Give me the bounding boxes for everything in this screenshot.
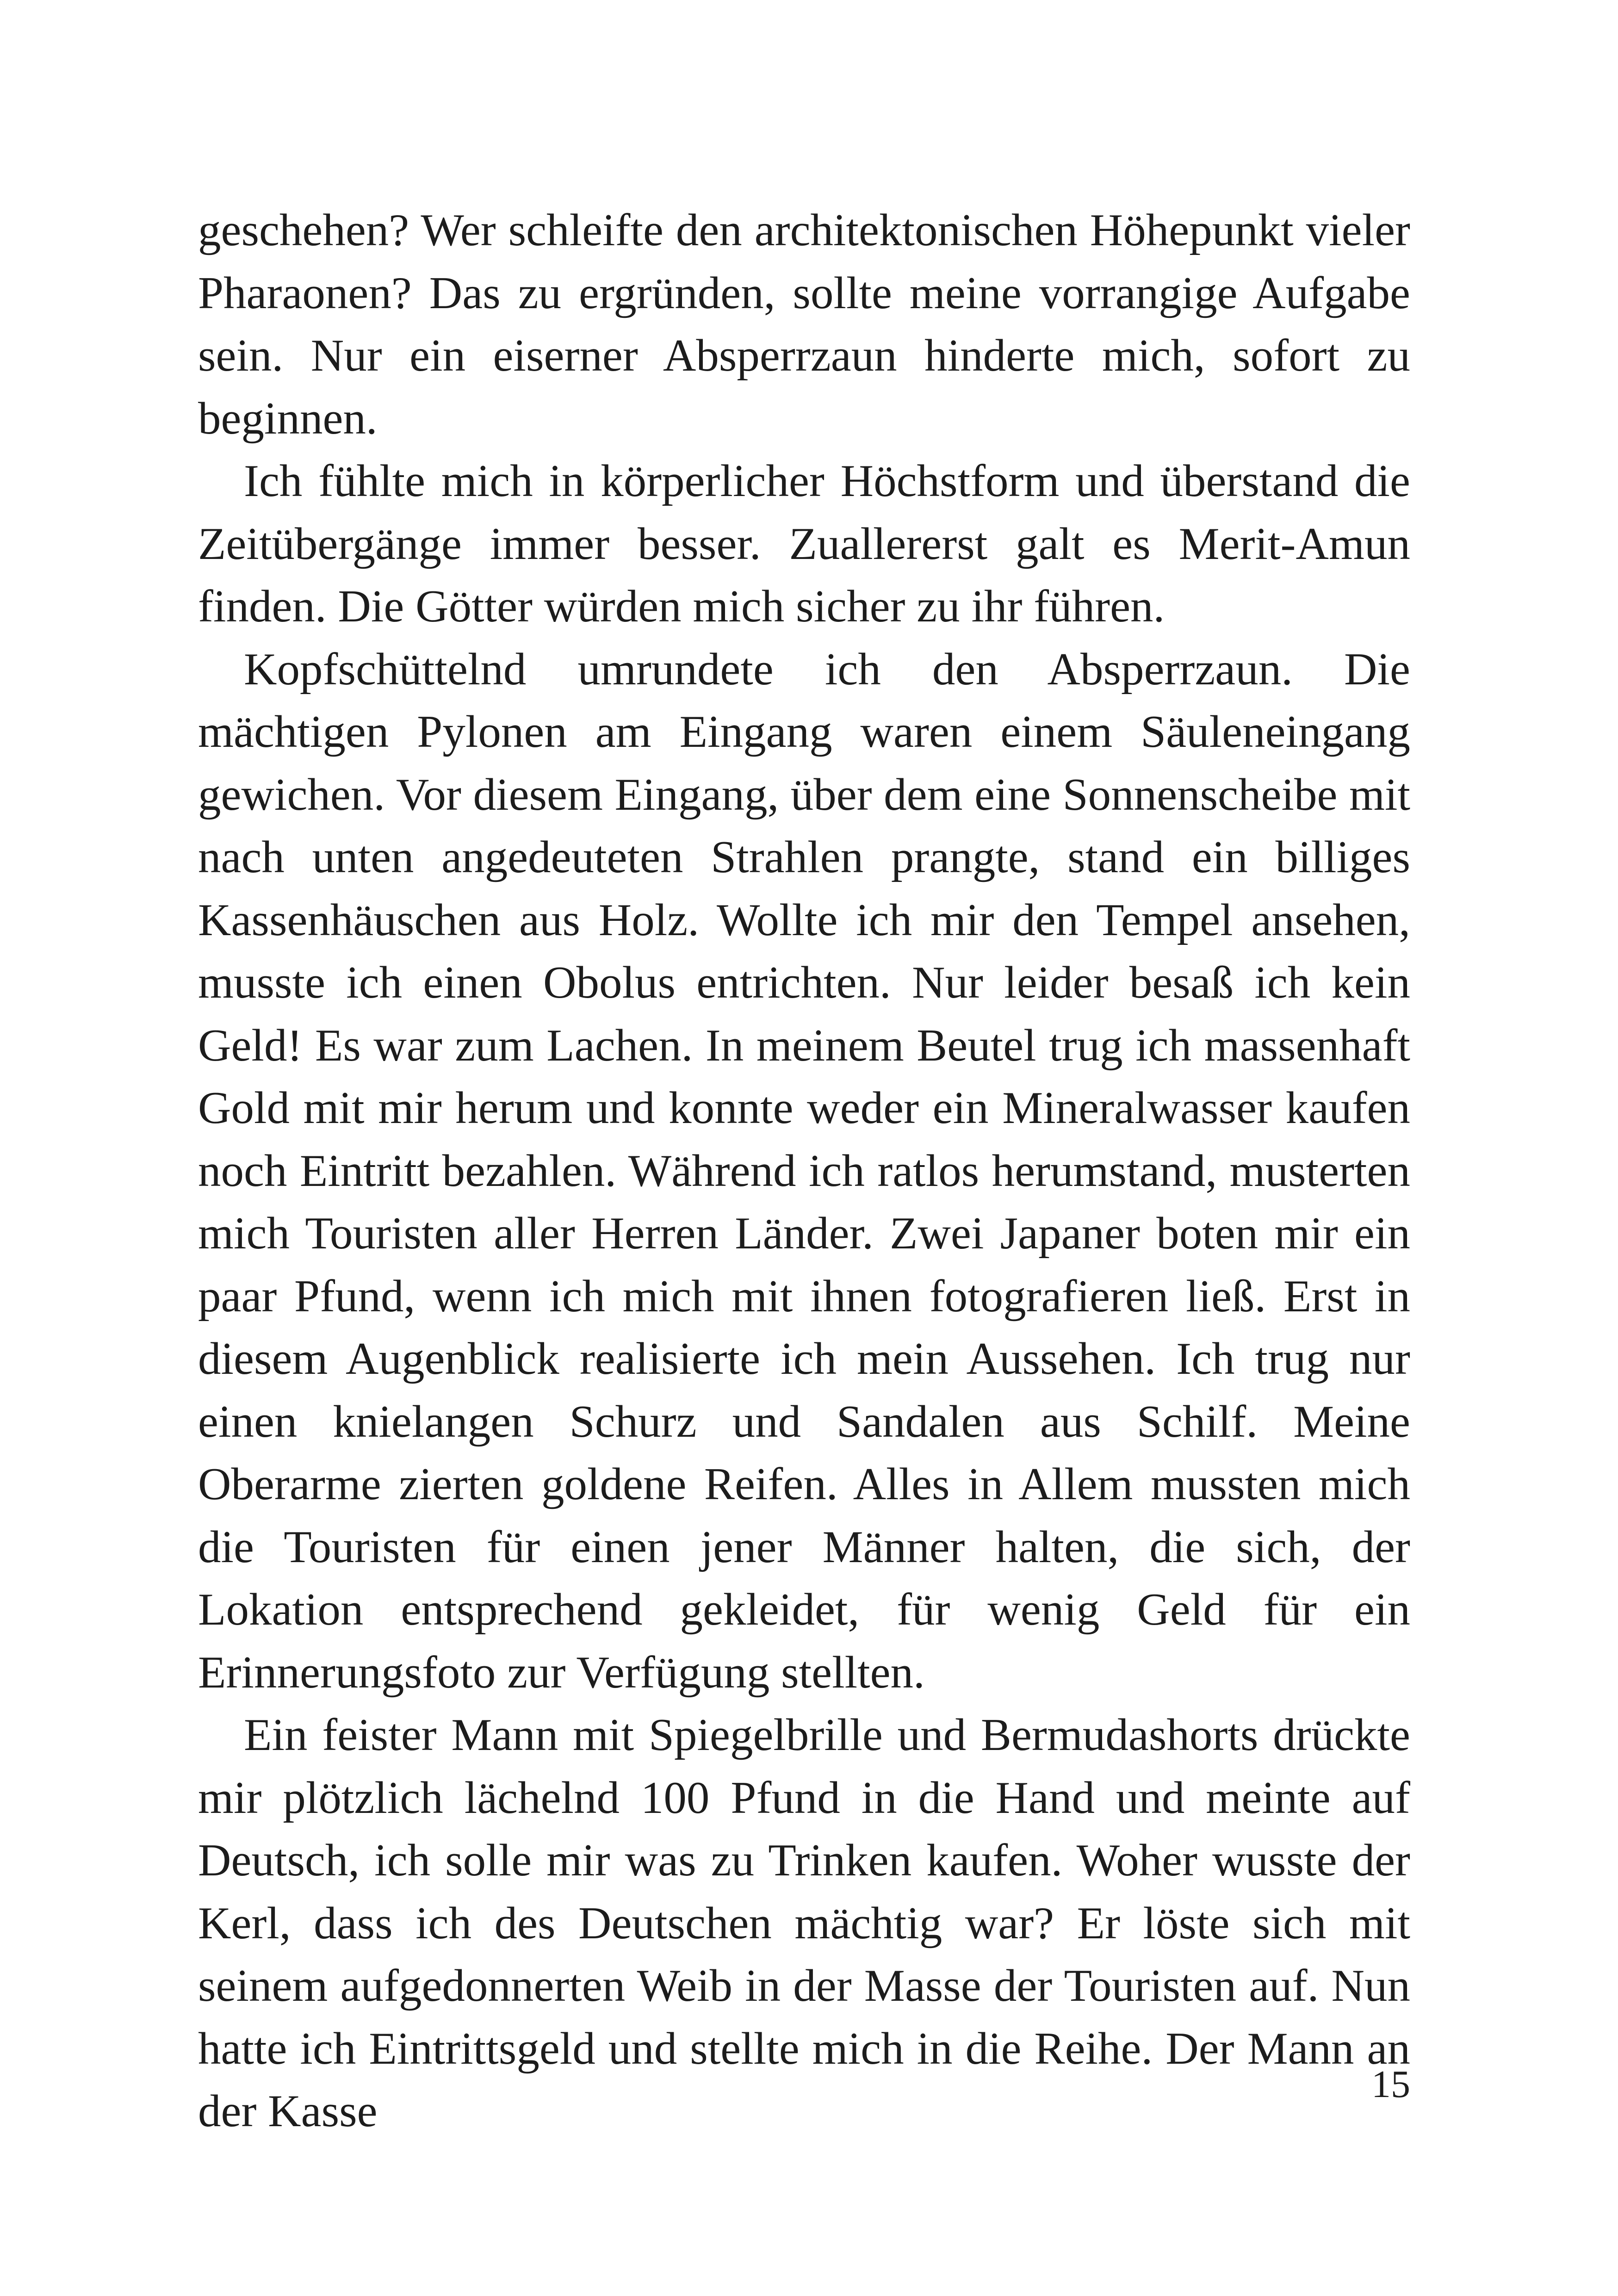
- paragraph: Kopfschüttelnd umrundete ich den Absperrzaun. Die mächtigen Pylonen am Eingang waren einem Säuleneingang gewichen. Vor diesem Eingang, über dem eine Sonnenscheibe mit nach unten angedeuteten Strahlen prangte, stand ein billiges Kassenhäuschen aus Holz. Wollte ich mir den Tempel ansehen, musste ich einen Obolus entrichten. Nur leider besaß ich kein Geld! Es war zum Lachen. In meinem Beutel trug ich massenhaft Gold mit mir herum und konnte weder ein Mineralwasser kaufen noch Eintritt bezahlen. Während ich ratlos herumstand, musterten mich Touristen aller Herren Länder. Zwei Japaner boten mir ein paar Pfund, wenn ich mich mit ihnen fotografieren ließ. Erst in diesem Augenblick realisierte ich mein Aussehen. Ich trug nur einen knielangen Schurz und Sandalen aus Schilf. Meine Oberarme zierten goldene Reifen. Alles in Allem mussten mich die Touristen für einen jener Männer halten, die sich, der Lokation entsprechend gekleidet, für wenig Geld für ein Erinnerungsfoto zur Verfügung stellten.: [198, 644, 1410, 1698]
- paragraph: geschehen? Wer schleifte den architektonischen Höhepunkt vieler Pharaonen? Das zu ergründen, sollte meine vorrangige Aufgabe sein. Nur ein eiserner Absperrzaun hinderte mich, sofort zu beginnen.: [198, 205, 1410, 444]
- paragraph: Ich fühlte mich in körperlicher Höchstform und überstand die Zeitübergänge immer besser. Zuallererst galt es Merit-Amun finden. Die Götter würden mich sicher zu ihr führen.: [198, 456, 1410, 632]
- paragraph: Ein feister Mann mit Spiegelbrille und Bermudashorts drückte mir plötzlich lächelnd 100 Pfund in die Hand und meinte auf Deutsch, ich solle mir was zu Trinken kaufen. Woher wusste der Kerl, dass ich des Deutschen mächtig war? Er löste sich mit seinem aufgedonnerten Weib in der Masse der Touristen auf. Nun hatte ich Eintrittsgeld und stellte mich in die Reihe. Der Mann an der Kasse: [198, 1710, 1410, 2136]
- body-text: [198, 199, 1410, 2143]
- page-number: 15: [1371, 2063, 1410, 2106]
